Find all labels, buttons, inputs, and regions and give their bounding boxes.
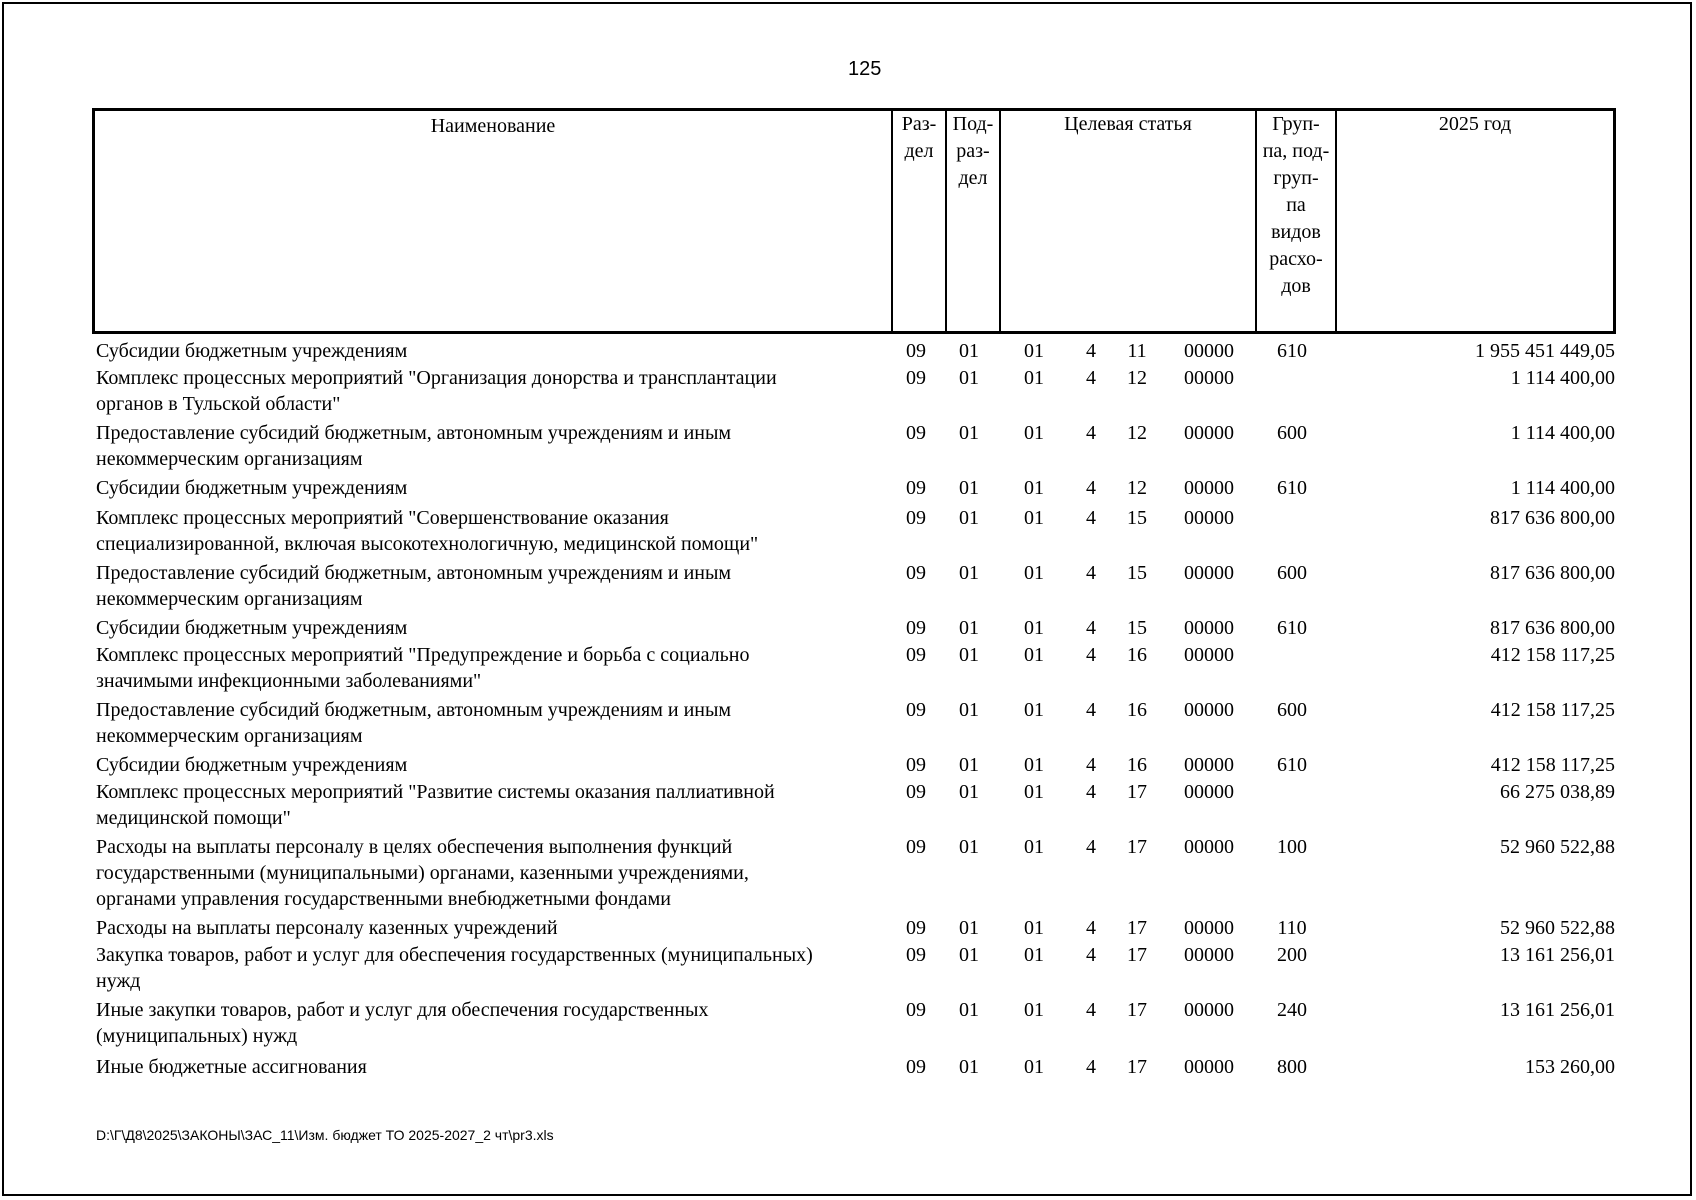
- target-article-part1: 01: [1024, 367, 1044, 389]
- row-name-line: Закупка товаров, работ и услуг для обеспечения государственных (муниципальных): [96, 944, 813, 966]
- row-name-line: Иные закупки товаров, работ и услуг для обеспечения государственных: [96, 999, 709, 1021]
- row-name-line: Субсидии бюджетным учреждениям: [96, 617, 408, 639]
- amount-cell: 52 960 522,88: [1500, 836, 1615, 858]
- target-article-part3: 12: [1127, 477, 1147, 499]
- razdel-cell: 09: [906, 422, 926, 444]
- expense-group-cell: 600: [1277, 562, 1307, 584]
- podrazdel-cell: 01: [959, 1056, 979, 1078]
- row-name: [96, 475, 876, 501]
- row-name: [96, 752, 876, 778]
- razdel-cell: 09: [906, 562, 926, 584]
- header-group-line: дов: [1281, 275, 1311, 297]
- row-name-line: Расходы на выплаты персоналу в целях обеспечения выполнения функций: [96, 836, 733, 858]
- target-article-part3: 15: [1127, 617, 1147, 639]
- podrazdel-cell: 01: [959, 507, 979, 529]
- razdel-cell: 09: [906, 781, 926, 803]
- podrazdel-cell: 01: [959, 422, 979, 444]
- row-name-line: Комплекс процессных мероприятий "Совершенствование оказания: [96, 507, 669, 529]
- amount-cell: 13 161 256,01: [1500, 999, 1615, 1021]
- row-name-line: Комплекс процессных мероприятий "Предупреждение и борьба с социально: [96, 644, 750, 666]
- amount-cell: 52 960 522,88: [1500, 917, 1615, 939]
- row-name-line: Предоставление субсидий бюджетным, автономным учреждениям и иным: [96, 422, 732, 444]
- expense-group-cell: 610: [1277, 617, 1307, 639]
- expense-group-cell: 200: [1277, 944, 1307, 966]
- target-article-part2: 4: [1086, 699, 1096, 721]
- amount-cell: 412 158 117,25: [1490, 754, 1615, 776]
- expense-group-cell: 610: [1277, 477, 1307, 499]
- target-article-part1: 01: [1024, 644, 1044, 666]
- target-article-part2: 4: [1086, 1056, 1096, 1078]
- header-group-line: расхо-: [1269, 248, 1323, 270]
- razdel-cell: 09: [906, 644, 926, 666]
- podrazdel-cell: 01: [959, 562, 979, 584]
- razdel-cell: 09: [906, 477, 926, 499]
- target-article-part1: 01: [1024, 999, 1044, 1021]
- header-podrazdel-line: раз-: [956, 140, 990, 162]
- expense-group-cell: 600: [1277, 422, 1307, 444]
- row-name-line: органами управления государственными внебюджетными фондами: [96, 888, 671, 910]
- target-article-part3: 15: [1127, 562, 1147, 584]
- target-article-part1: 01: [1024, 507, 1044, 529]
- target-article-part3: 16: [1127, 699, 1147, 721]
- expense-group-cell: 800: [1277, 1056, 1307, 1078]
- target-article-part3: 15: [1127, 507, 1147, 529]
- target-article-part2: 4: [1086, 836, 1096, 858]
- target-article-part4: 00000: [1184, 917, 1234, 939]
- header-group-line: па, под-: [1262, 140, 1330, 162]
- podrazdel-cell: 01: [959, 999, 979, 1021]
- target-article-part3: 16: [1127, 644, 1147, 666]
- header-group-line: видов: [1271, 221, 1321, 243]
- target-article-part3: 12: [1127, 422, 1147, 444]
- row-name: [96, 997, 876, 1049]
- header-group-line: груп-: [1273, 167, 1319, 189]
- header-razdel-line: Раз-: [901, 113, 937, 135]
- target-article-part4: 00000: [1184, 562, 1234, 584]
- row-name: [96, 915, 876, 941]
- header-podrazdel: [945, 111, 999, 331]
- target-article-part2: 4: [1086, 917, 1096, 939]
- amount-cell: 817 636 800,00: [1490, 562, 1615, 584]
- expense-group-cell: 240: [1277, 999, 1307, 1021]
- row-name-line: некоммерческим организациям: [96, 725, 363, 747]
- target-article-part2: 4: [1086, 617, 1096, 639]
- expense-group-cell: 600: [1277, 699, 1307, 721]
- podrazdel-cell: 01: [959, 836, 979, 858]
- row-name: [96, 697, 876, 749]
- expense-group-cell: 110: [1277, 917, 1307, 939]
- target-article-part4: 00000: [1184, 644, 1234, 666]
- podrazdel-cell: 01: [959, 699, 979, 721]
- row-name-line: нужд: [96, 970, 141, 992]
- target-article-part3: 17: [1127, 999, 1147, 1021]
- razdel-cell: 09: [906, 944, 926, 966]
- target-article-part2: 4: [1086, 562, 1096, 584]
- row-name-line: значимыми инфекционными заболеваниями": [96, 670, 482, 692]
- amount-cell: 1 955 451 449,05: [1475, 340, 1615, 362]
- row-name: [96, 615, 876, 641]
- target-article-part4: 00000: [1184, 944, 1234, 966]
- header-year: [1335, 111, 1613, 331]
- row-name-line: Предоставление субсидий бюджетным, автономным учреждениям и иным: [96, 699, 732, 721]
- row-name-line: медицинской помощи": [96, 807, 291, 829]
- row-name: [96, 505, 876, 557]
- table-header: [92, 108, 1616, 334]
- header-podrazdel-line: дел: [958, 167, 988, 189]
- target-article-part1: 01: [1024, 944, 1044, 966]
- target-article-part1: 01: [1024, 917, 1044, 939]
- amount-cell: 13 161 256,01: [1500, 944, 1615, 966]
- row-name-line: Субсидии бюджетным учреждениям: [96, 754, 408, 776]
- row-name-line: некоммерческим организациям: [96, 588, 363, 610]
- target-article-part3: 17: [1127, 1056, 1147, 1078]
- target-article-part4: 00000: [1184, 422, 1234, 444]
- podrazdel-cell: 01: [959, 367, 979, 389]
- target-article-part1: 01: [1024, 781, 1044, 803]
- razdel-cell: 09: [906, 999, 926, 1021]
- podrazdel-cell: 01: [959, 340, 979, 362]
- header-name-label: Наименование: [430, 115, 556, 137]
- target-article-part3: 17: [1127, 781, 1147, 803]
- row-name-line: специализированной, включая высокотехнологичную, медицинской помощи": [96, 533, 759, 555]
- target-article-part4: 00000: [1184, 340, 1234, 362]
- row-name: [96, 1054, 876, 1080]
- header-tselevaya-label: Целевая статья: [1064, 113, 1192, 135]
- amount-cell: 412 158 117,25: [1490, 644, 1615, 666]
- amount-cell: 66 275 038,89: [1500, 781, 1615, 803]
- row-name: [96, 338, 876, 364]
- target-article-part1: 01: [1024, 562, 1044, 584]
- header-razdel-line: дел: [904, 140, 934, 162]
- expense-group-cell: 610: [1277, 340, 1307, 362]
- target-article-part1: 01: [1024, 836, 1044, 858]
- razdel-cell: 09: [906, 917, 926, 939]
- row-name: [96, 942, 876, 994]
- podrazdel-cell: 01: [959, 477, 979, 499]
- target-article-part3: 17: [1127, 836, 1147, 858]
- row-name-line: Иные бюджетные ассигнования: [96, 1056, 367, 1078]
- target-article-part2: 4: [1086, 340, 1096, 362]
- amount-cell: 1 114 400,00: [1510, 422, 1615, 444]
- podrazdel-cell: 01: [959, 917, 979, 939]
- header-podrazdel-line: Под-: [952, 113, 994, 135]
- expense-group-cell: 610: [1277, 754, 1307, 776]
- target-article-part4: 00000: [1184, 781, 1234, 803]
- row-name-line: (муниципальных) нужд: [96, 1025, 298, 1047]
- row-name: [96, 560, 876, 612]
- row-name-line: некоммерческим организациям: [96, 448, 363, 470]
- row-name-line: Предоставление субсидий бюджетным, автономным учреждениям и иным: [96, 562, 732, 584]
- amount-cell: 412 158 117,25: [1490, 699, 1615, 721]
- target-article-part4: 00000: [1184, 477, 1234, 499]
- target-article-part1: 01: [1024, 699, 1044, 721]
- target-article-part2: 4: [1086, 999, 1096, 1021]
- podrazdel-cell: 01: [959, 944, 979, 966]
- target-article-part3: 17: [1127, 944, 1147, 966]
- target-article-part3: 11: [1127, 340, 1147, 362]
- amount-cell: 1 114 400,00: [1510, 367, 1615, 389]
- header-group: [1255, 111, 1335, 331]
- target-article-part4: 00000: [1184, 1056, 1234, 1078]
- target-article-part2: 4: [1086, 644, 1096, 666]
- row-name-line: Субсидии бюджетным учреждениям: [96, 340, 408, 362]
- header-tselevaya: [999, 111, 1255, 331]
- razdel-cell: 09: [906, 836, 926, 858]
- razdel-cell: 09: [906, 699, 926, 721]
- target-article-part3: 16: [1127, 754, 1147, 776]
- row-name-line: органов в Тульской области": [96, 393, 341, 415]
- target-article-part2: 4: [1086, 422, 1096, 444]
- target-article-part4: 00000: [1184, 617, 1234, 639]
- target-article-part2: 4: [1086, 781, 1096, 803]
- target-article-part1: 01: [1024, 340, 1044, 362]
- amount-cell: 817 636 800,00: [1490, 507, 1615, 529]
- podrazdel-cell: 01: [959, 781, 979, 803]
- header-group-line: Груп-: [1272, 113, 1320, 135]
- target-article-part3: 12: [1127, 367, 1147, 389]
- header-razdel: [891, 111, 945, 331]
- header-year-label: 2025 год: [1438, 113, 1512, 135]
- amount-cell: 1 114 400,00: [1510, 477, 1615, 499]
- footer-file-path: D:\Г\Д8\2025\ЗАКОНЫ\ЗАС_11\Изм. бюджет ТО 2025-2027_2 чт\pr3.xls: [96, 1127, 554, 1143]
- target-article-part1: 01: [1024, 1056, 1044, 1078]
- row-name: [96, 365, 876, 417]
- amount-cell: 153 260,00: [1525, 1056, 1615, 1078]
- razdel-cell: 09: [906, 367, 926, 389]
- row-name-line: Комплекс процессных мероприятий "Организация донорства и трансплантации: [96, 367, 777, 389]
- razdel-cell: 09: [906, 617, 926, 639]
- row-name-line: государственными (муниципальными) органами, казенными учреждениями,: [96, 862, 749, 884]
- page-number: 125: [848, 58, 882, 80]
- target-article-part1: 01: [1024, 754, 1044, 776]
- header-name: [95, 111, 891, 331]
- razdel-cell: 09: [906, 340, 926, 362]
- amount-cell: 817 636 800,00: [1490, 617, 1615, 639]
- target-article-part4: 00000: [1184, 367, 1234, 389]
- podrazdel-cell: 01: [959, 617, 979, 639]
- podrazdel-cell: 01: [959, 754, 979, 776]
- razdel-cell: 09: [906, 507, 926, 529]
- target-article-part2: 4: [1086, 944, 1096, 966]
- target-article-part2: 4: [1086, 367, 1096, 389]
- row-name: [96, 420, 876, 472]
- target-article-part2: 4: [1086, 507, 1096, 529]
- row-name-line: Расходы на выплаты персоналу казенных учреждений: [96, 917, 558, 939]
- row-name: [96, 642, 876, 694]
- row-name-line: Комплекс процессных мероприятий "Развитие системы оказания паллиативной: [96, 781, 775, 803]
- row-name: [96, 779, 876, 831]
- razdel-cell: 09: [906, 1056, 926, 1078]
- podrazdel-cell: 01: [959, 644, 979, 666]
- target-article-part1: 01: [1024, 422, 1044, 444]
- target-article-part3: 17: [1127, 917, 1147, 939]
- target-article-part4: 00000: [1184, 699, 1234, 721]
- target-article-part4: 00000: [1184, 999, 1234, 1021]
- target-article-part1: 01: [1024, 477, 1044, 499]
- expense-group-cell: 100: [1277, 836, 1307, 858]
- row-name-line: Субсидии бюджетным учреждениям: [96, 477, 408, 499]
- target-article-part4: 00000: [1184, 507, 1234, 529]
- target-article-part2: 4: [1086, 754, 1096, 776]
- razdel-cell: 09: [906, 754, 926, 776]
- target-article-part1: 01: [1024, 617, 1044, 639]
- header-group-line: па: [1286, 194, 1306, 216]
- target-article-part4: 00000: [1184, 754, 1234, 776]
- target-article-part2: 4: [1086, 477, 1096, 499]
- target-article-part4: 00000: [1184, 836, 1234, 858]
- row-name: [96, 834, 876, 912]
